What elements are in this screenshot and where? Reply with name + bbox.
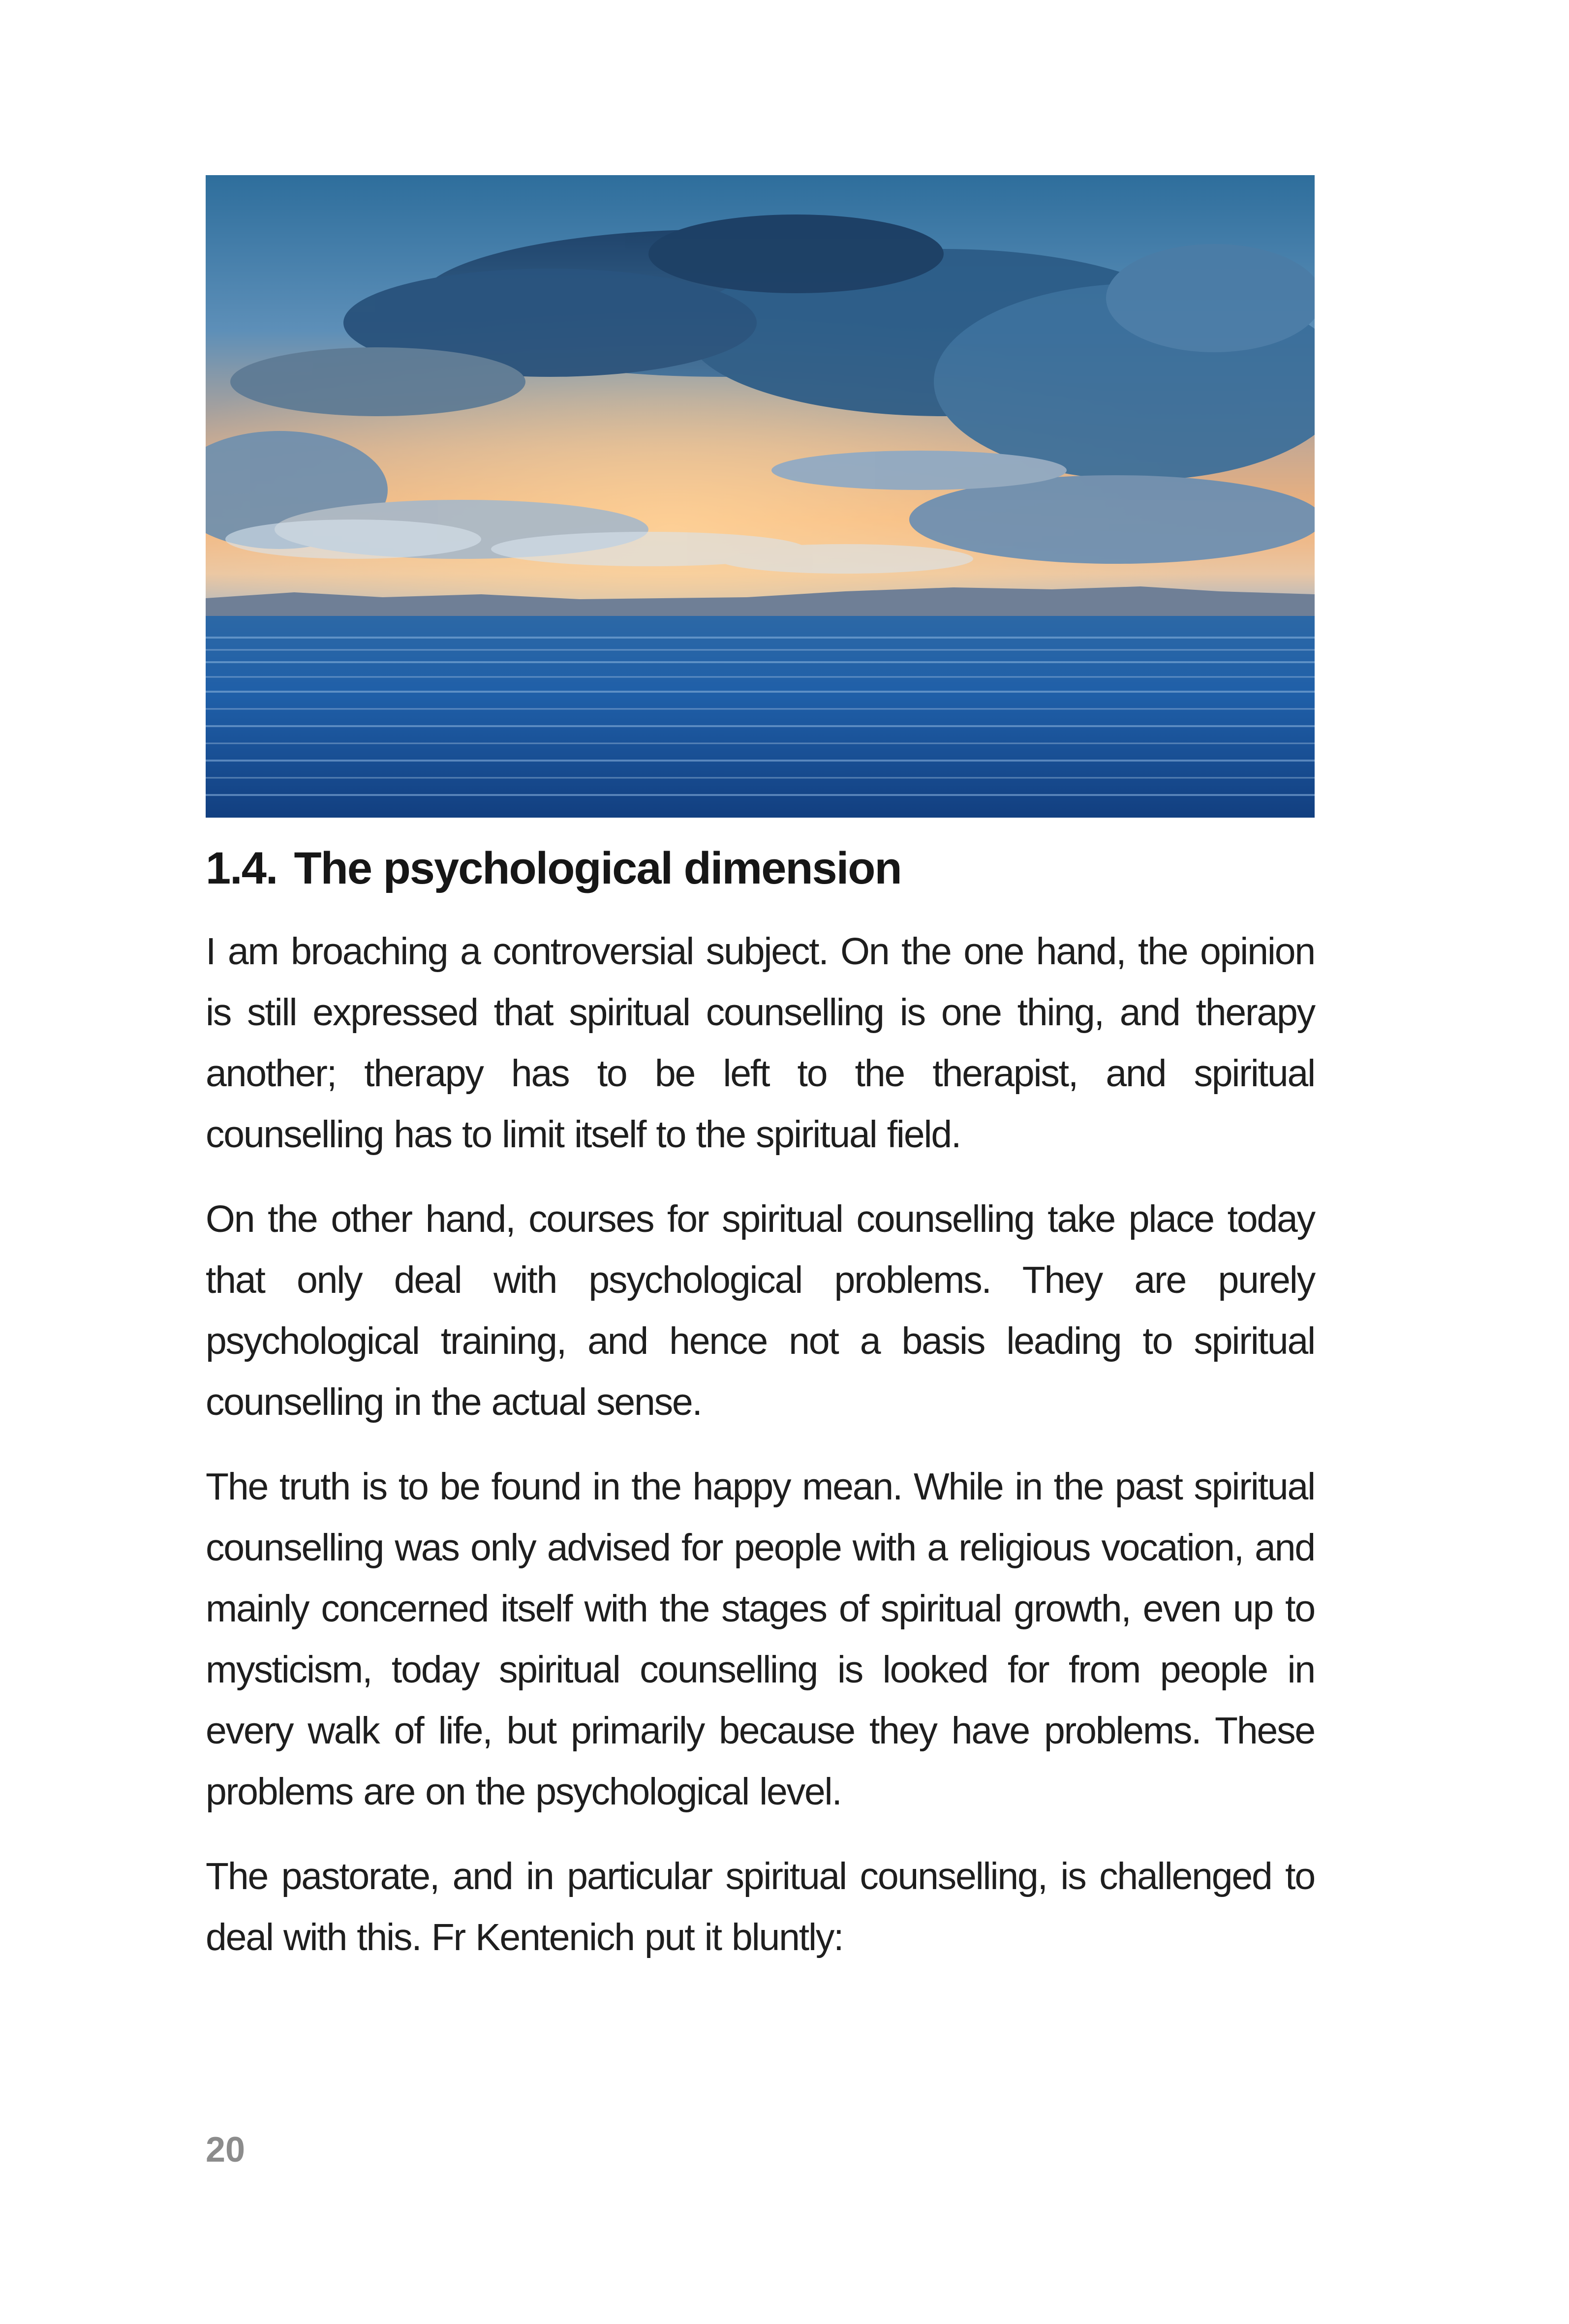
sunset-over-sea-photo [206,175,1315,818]
paragraph: I am broaching a controversial subject. On the one hand, the opinion is still expressed that spiritual counselling is one thing, and therapy another; therapy has to be left to the therapist, and spiritual counselling has to limit itself to the spiritual field. [206,930,1315,1156]
section-heading [206,831,1315,905]
section-number: 1.4. [206,843,277,893]
paragraph: The pastorate, and in particular spiritual counselling, is challenged to deal with this. Fr Kentenich put it bluntly: [206,1855,1315,1958]
page-number: 20 [206,2130,246,2170]
paragraph: The truth is to be found in the happy mean. While in the past spiritual counselling was only advised for people with a religious vocation, and mainly concerned itself with the stages of spiritual growth, even up to mysticism, today spiritual counselling is looked for from people in every walk of life, but primarily because they have problems. These problems are on the psychological level. [206,1466,1315,1813]
section-title: The psychological dimension [294,843,901,893]
body-text [206,921,1315,1991]
paragraph: On the other hand, courses for spiritual counselling take place today that only deal with psychological problems. They are purely psychological training, and hence not a basis leading to spiritual counselling in the actual sense. [206,1198,1315,1423]
